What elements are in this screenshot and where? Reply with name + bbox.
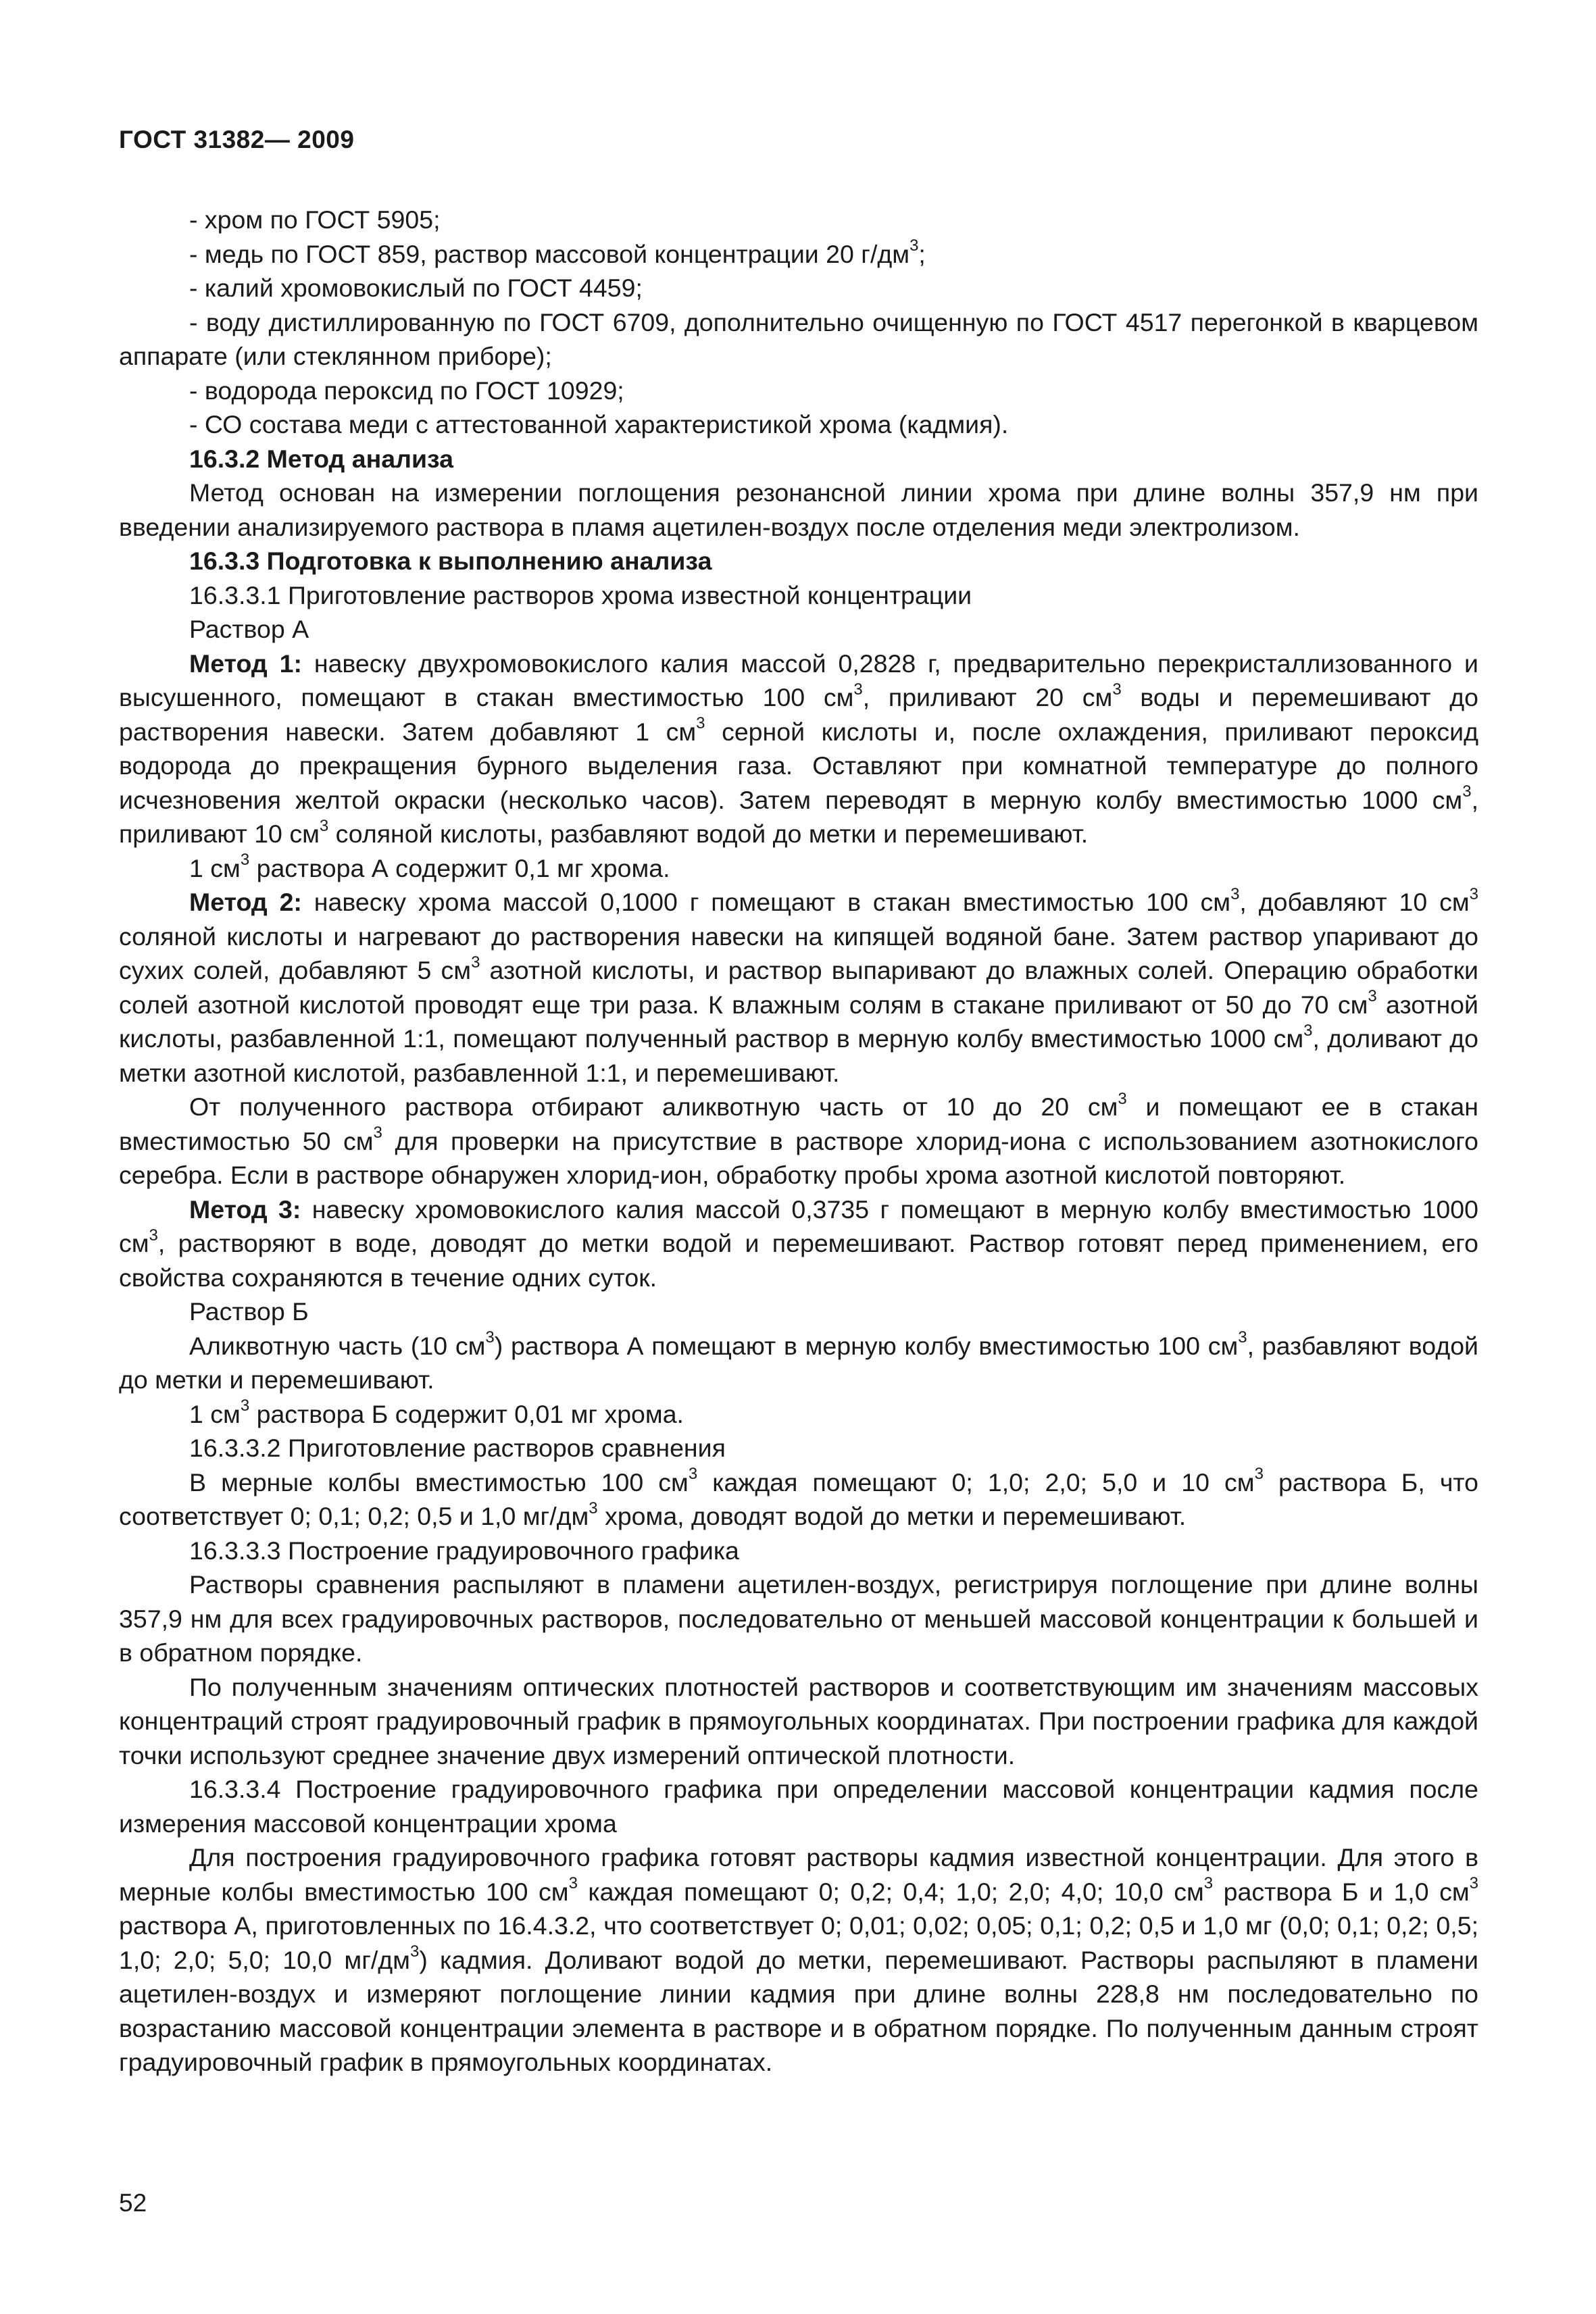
reagent-item: - калий хромовокислый по ГОСТ 4459; [189,274,643,302]
paragraph: От полученного раствора отбирают аликвотную часть от 10 до 20 $см^3$ и помещают ее в стакан вместимостью 50 $см^3$ для проверки на присутствие в растворе хлорид-иона с использованием азотнокислого серебра. Если в растворе обнаружен хлорид-ион, обработку пробы хрома азотной кислотой повторяют. [119,1089,1478,1189]
paragraph: Для построения градуировочного графика готовят растворы кадмия известной концентрации. Для этого в мерные колбы вместимостью 100 $см^3$ каждая помещают 0; 0,2; 0,4; 1,0; 2,0; 4,0; 10,0 $см^3$ раствора Б и 1,0 $см^3$ раствора А, приготовленных по 16.4.3.2, что соответствует 0; 0,01; 0,02; 0,05; 0,1; 0,2; 0,5 и 1,0 мг (0,0; 0,1; 0,2; 0,5; 1,0; 2,0; 5,0; 10,0 $мг/дм^3$) кадмия. Доливают водой до метки, перемешивают. Растворы распыляют в пламени ацетилен-воздух и измеряют поглощение линии кадмия при длине волны 228,8 нм последовательно по возрастанию массовой концентрации элемента в растворе и в обратном порядке. По полученным данным строят градуировочный график в прямоугольных координатах. [119,1843,1478,2076]
subsection-heading: 16.3.3.4 Построение градуировочного графика при определении массовой концентрации кадмия после измерения массовой концентрации хрома [119,1775,1478,1838]
reagent-item: - водорода пероксид по ГОСТ 10929; [189,376,624,405]
solution-label: Раствор Б [189,1297,309,1326]
paragraph: Метод 2: навеску хрома массой 0,1000 г помещают в стакан вместимостью 100 $см^3$, добавляют 10 $см^3$ соляной кислоты и нагревают до растворения навески на кипящей водяной бане. Затем раствор упаривают до сухих солей, добавляют 5 $см^3$ азотной кислоты, и раствор выпаривают до влажных солей. Операцию обработки солей азотной кислотой проводят еще три раза. К влажным солям в стакане приливают от 50 до 70 $см^3$ азотной кислоты, разбавленной 1:1, помещают полученный раствор в мерную колбу вместимостью 1000 $см^3$, доливают до метки азотной кислотой, разбавленной 1:1, и перемешивают. [119,884,1479,1087]
subsection-heading: 16.3.3.3 Построение градуировочного графика [189,1536,739,1565]
paragraph: Метод 3: навеску хромовокислого калия массой 0,3735 г помещают в мерную колбу вместимостью 1000 $см^3$, растворяют в воде, доводят до метки водой и перемешивают. Раствор готовят перед применением, его свойства сохраняются в течение одних суток. [119,1194,1478,1292]
subsection-heading: 16.3.3.1 Приготовление растворов хрома известной концентрации [189,580,972,609]
section-heading: 16.3.2 Метод анализа [189,444,454,473]
paragraph: 1 $см^3$ раствора А содержит 0,1 мг хрома. [189,851,670,882]
reagent-item: - медь по ГОСТ 859, раствор массовой концентрации 20 $г/дм^3$; [189,236,926,268]
document-body [119,203,1478,2080]
paragraph: Растворы сравнения распыляют в пламени ацетилен-воздух, регистрируя поглощение при длине волны 357,9 нм для всех градуировочных растворов, последовательно от меньшей массовой концентрации к большей и в обратном порядке. [119,1570,1478,1667]
section-heading: 16.3.3 Подготовка к выполнению анализа [189,547,712,575]
subsection-heading: 16.3.3.2 Приготовление растворов сравнения [189,1434,726,1462]
paragraph: Аликвотную часть (10 $см^3$) раствора А помещают в мерную колбу вместимостью 100 $см^3$, разбавляют водой до метки и перемешивают. [119,1328,1479,1394]
paragraph: 1 $см^3$ раствора Б содержит 0,01 мг хрома. [189,1397,684,1428]
paragraph: По полученным значениям оптических плотностей растворов и соответствующим им значениям массовых концентраций строят градуировочный график в прямоугольных координатах. При построении графика для каждой точки используют среднее значение двух измерений оптической плотности. [119,1672,1478,1769]
solution-label: Раствор А [189,615,309,643]
paragraph: Метод основан на измерении поглощения резонансной линии хрома при длине волны 357,9 нм при введении анализируемого раствора в пламя ацетилен-воздух после отделения меди электролизом. [119,478,1478,541]
page-number: 52 [119,2189,147,2217]
paragraph: Метод 1: навеску двухромовокислого калия массой 0,2828 г, предварительно перекристаллизованного и высушенного, помещают в стакан вместимостью 100 $см^3$, приливают 20 $см^3$ воды и перемешивают до растворения навески. Затем добавляют 1 $см^3$ серной кислоты и, после охлаждения, приливают пероксид водорода до прекращения бурного выделения газа. Оставляют при комнатной температуре до полного исчезновения желтой окраски (несколько часов). Затем переводят в мерную колбу вместимостью 1000 $см^3$, приливают 10 $см^3$ соляной кислоты, разбавляют водой до метки и перемешивают. [119,649,1479,848]
reagent-item: - СО состава меди с аттестованной характеристикой хрома (кадмия). [189,410,1009,438]
reagent-item: - хром по ГОСТ 5905; [189,205,441,234]
paragraph: В мерные колбы вместимостью 100 $см^3$ каждая помещают 0; 1,0; 2,0; 5,0 и 10 $см^3$ раствора Б, что соответствует 0; 0,1; 0,2; 0,5 и 1,0 $мг/дм^3$ хрома, доводят водой до метки и перемешивают. [119,1465,1478,1530]
reagent-item: - воду дистиллированную по ГОСТ 6709, дополнительно очищенную по ГОСТ 4517 перегонкой в кварцевом аппарате (или стеклянном приборе); [119,307,1478,370]
document-header: ГОСТ 31382— 2009 [119,126,355,153]
